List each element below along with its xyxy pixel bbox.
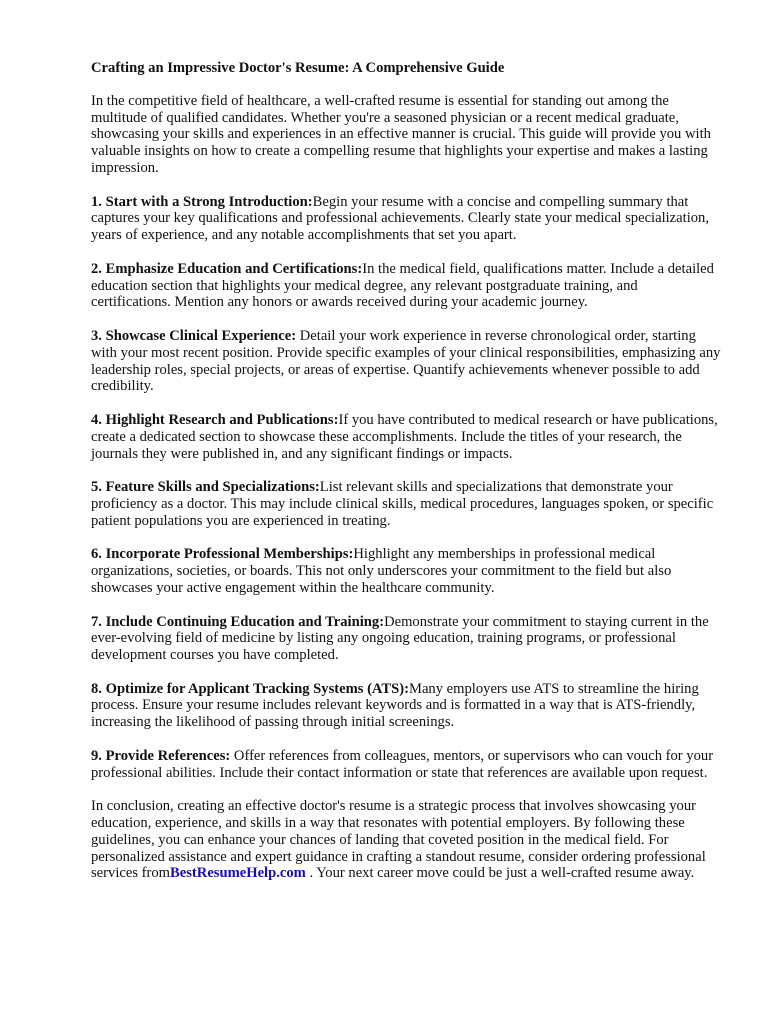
section-heading: 7. Include Continuing Education and Training:: [91, 613, 385, 630]
section-heading: 4. Highlight Research and Publications:: [91, 411, 339, 428]
conclusion-text: In conclusion, creating an effective doctor's resume is a strategic process that involves showcasing your education, experience, and skills in a way that resonates with potential employers. By following these guidelines, you can enhance your chances of landing that coveted position in the medical field. For personalized assistance and expert guidance in crafting a standout resume, consider ordering professional services from: [91, 798, 706, 882]
section-body: Offer references from colleagues, mentors, or supervisors who can vouch for your professional abilities. Include their contact information or state that references are available upon request.: [91, 747, 714, 781]
section-heading: 9. Provide References:: [91, 747, 231, 764]
section-body: Demonstrate your commitment to staying current in the ever-evolving field of medicine by listing any ongoing education, training programs, or professional development courses you have completed.: [91, 613, 709, 664]
section-heading: 6. Incorporate Professional Memberships:: [91, 546, 354, 563]
section-body: List relevant skills and specializations that demonstrate your proficiency as a doctor. This may include clinical skills, medical procedures, languages spoken, or specific patient populations you are experienced in treating.: [91, 479, 714, 529]
section-body: Many employers use ATS to streamline the hiring process. Ensure your resume includes relevant keywords and is formatted in a way that is ATS-friendly, increasing the likelihood of passing through initial screenings.: [91, 680, 699, 731]
conclusion-paragraph: [91, 798, 721, 882]
section-body: If you have contributed to medical research or have publications, create a dedicated section to showcase these accomplishments. Include the titles of your research, the journals they were published in, and any significant findings or impacts.: [91, 411, 718, 462]
section-research: [91, 412, 721, 462]
conclusion-closing-text: . Your next career move could be just a well-crafted resume away.: [305, 865, 695, 882]
section-ats: [91, 681, 721, 731]
section-skills: [91, 479, 721, 529]
section-heading: 8. Optimize for Applicant Tracking Systems (ATS):: [91, 680, 409, 697]
document-page: [91, 60, 721, 899]
section-education: [91, 261, 721, 311]
section-clinical-experience: [91, 328, 721, 395]
section-memberships: [91, 546, 721, 596]
section-references: [91, 748, 721, 782]
section-body: Detail your work experience in reverse chronological order, starting with your most recent position. Provide specific examples of your clinical responsibilities, emphasizing any leadership roles, special projects, or areas of expertise. Quantify achievements whenever possible to add credibility.: [91, 327, 721, 395]
document-title: Crafting an Impressive Doctor's Resume: A Comprehensive Guide: [91, 60, 505, 76]
section-body: Highlight any memberships in professional medical organizations, societies, or boards. This not only underscores your commitment to the field but also showcases your active engagement within the healthcare community.: [91, 546, 672, 596]
section-heading: 1. Start with a Strong Introduction:: [91, 193, 313, 210]
section-body: In the medical field, qualifications matter. Include a detailed education section that highlights your medical degree, any relevant postgraduate training, and certifications. Mention any honors or awards received during your academic journey.: [91, 260, 714, 311]
section-heading: 2. Emphasize Education and Certifications:: [91, 260, 363, 277]
section-continuing-education: [91, 614, 721, 664]
section-heading: 3. Showcase Clinical Experience:: [91, 327, 297, 344]
intro-paragraph: In the competitive field of healthcare, a well-crafted resume is essential for standing out among the multitude of qualified candidates. Whether you're a seasoned physician or a recent medical graduate, showcasing your skills and experiences in an effective manner is crucial. This guide will provide you with valuable insights on how to create a compelling resume that highlights your expertise and makes a lasting impression.: [91, 92, 711, 176]
section-body: Begin your resume with a concise and compelling summary that captures your key qualifications and professional achievements. Clearly state your medical specialization, years of experience, and any notable accomplishments that set you apart.: [91, 193, 709, 244]
bestresumehelp-link[interactable]: BestResumeHelp.com: [170, 865, 306, 882]
section-introduction: [91, 194, 721, 244]
section-heading: 5. Feature Skills and Specializations:: [91, 479, 320, 496]
